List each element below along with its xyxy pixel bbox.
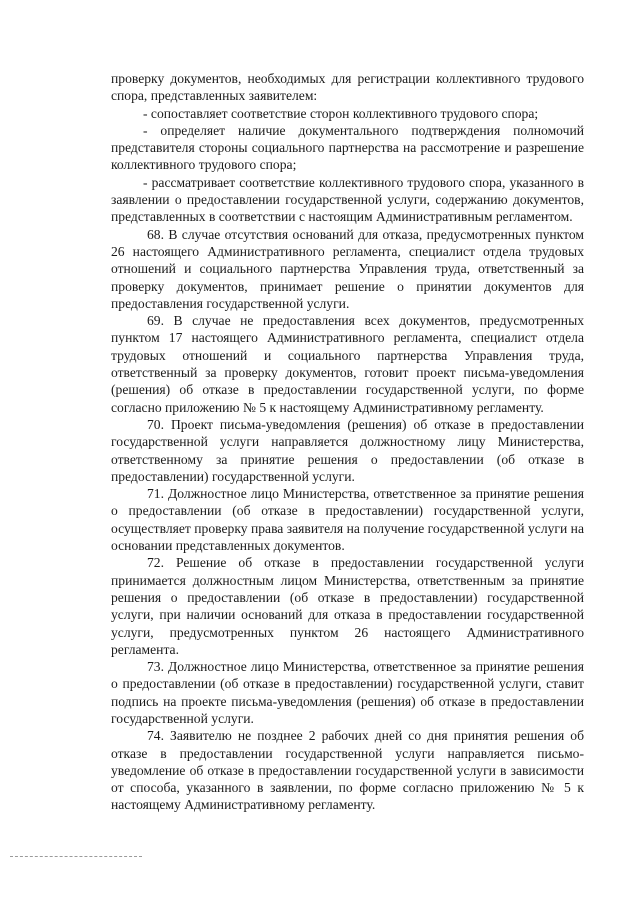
- document-body: [111, 70, 584, 814]
- paragraph-70: 70. Проект письма-уведомления (решения) об отказе в предоставлении государственной услуги направляется должностному лицу Министерства, ответственному за принятие решения о предоставлении (об отказе в предоставлении) государственной услуги.: [111, 416, 584, 484]
- paragraph-69: 69. В случае не предоставления всех документов, предусмотренных пунктом 17 настоящего Административного регламента, специалист отдела трудовых отношений и социального партнерства Управления труда, ответственный за проверку документов, готовит проект письма-уведомления (решения) об отказе в предоставлении государственной услуги, по форме согласно приложению № 5 к настоящему Административному регламенту.: [111, 313, 584, 415]
- footer-divider: [10, 856, 142, 857]
- list-item-compare-parties: - сопоставляет соответствие сторон коллективного трудового спора;: [143, 105, 539, 121]
- list-item-content-check: - рассматривает соответствие коллективного трудового спора, указанного в заявлении о предоставлении государственной услуги, содержанию документов, представленных в соответствии с настоящим Административным регламентом.: [111, 174, 584, 225]
- paragraph-71: 71. Должностное лицо Министерства, ответственное за принятие решения о предоставлении (об отказе в предоставлении) государственной услуги, осуществляет проверку права заявителя на получение государственной услуги на основании представленных документов.: [111, 486, 584, 554]
- paragraph-72: 72. Решение об отказе в предоставлении государственной услуги принимается должностным лицом Министерства, ответственным за принятие решения о предоставлении (об отказе в предоставлении) государственной услуги, при наличии оснований для отказа в предоставлении государственной услуги, предусмотренных пунктом 26 настоящего Административного регламента.: [111, 555, 584, 657]
- paragraph-73: 73. Должностное лицо Министерства, ответственное за принятие решения о предоставлении (об отказе в предоставлении) государственной услуги, ставит подпись на проекте письма-уведомления (решения) об отказе в предоставлении государственной услуги.: [111, 659, 584, 726]
- paragraph-continuation: проверку документов, необходимых для регистрации коллективного трудового спора, представленных заявителем:: [111, 71, 584, 104]
- paragraph-74: 74. Заявителю не позднее 2 рабочих дней со дня принятия решения об отказе в предоставлении государственной услуги направляется письмо-уведомление об отказе в предоставлении государственной услуги в зависимости от способа, указанного в заявлении, по форме согласно приложению № 5 к настоящему Административному регламенту.: [111, 728, 584, 813]
- paragraph-68: 68. В случае отсутствия оснований для отказа, предусмотренных пунктом 26 настоящего Административного регламента, специалист отдела трудовых отношений и социального партнерства Управления труда, ответственный за проверку документов, принимает решение о принятии документов для предоставления государственной услуги.: [111, 226, 584, 311]
- list-item-authority-check: - определяет наличие документального подтверждения полномочий представителя стороны социального партнерства на рассмотрение и разрешение коллективного трудового спора;: [111, 122, 584, 173]
